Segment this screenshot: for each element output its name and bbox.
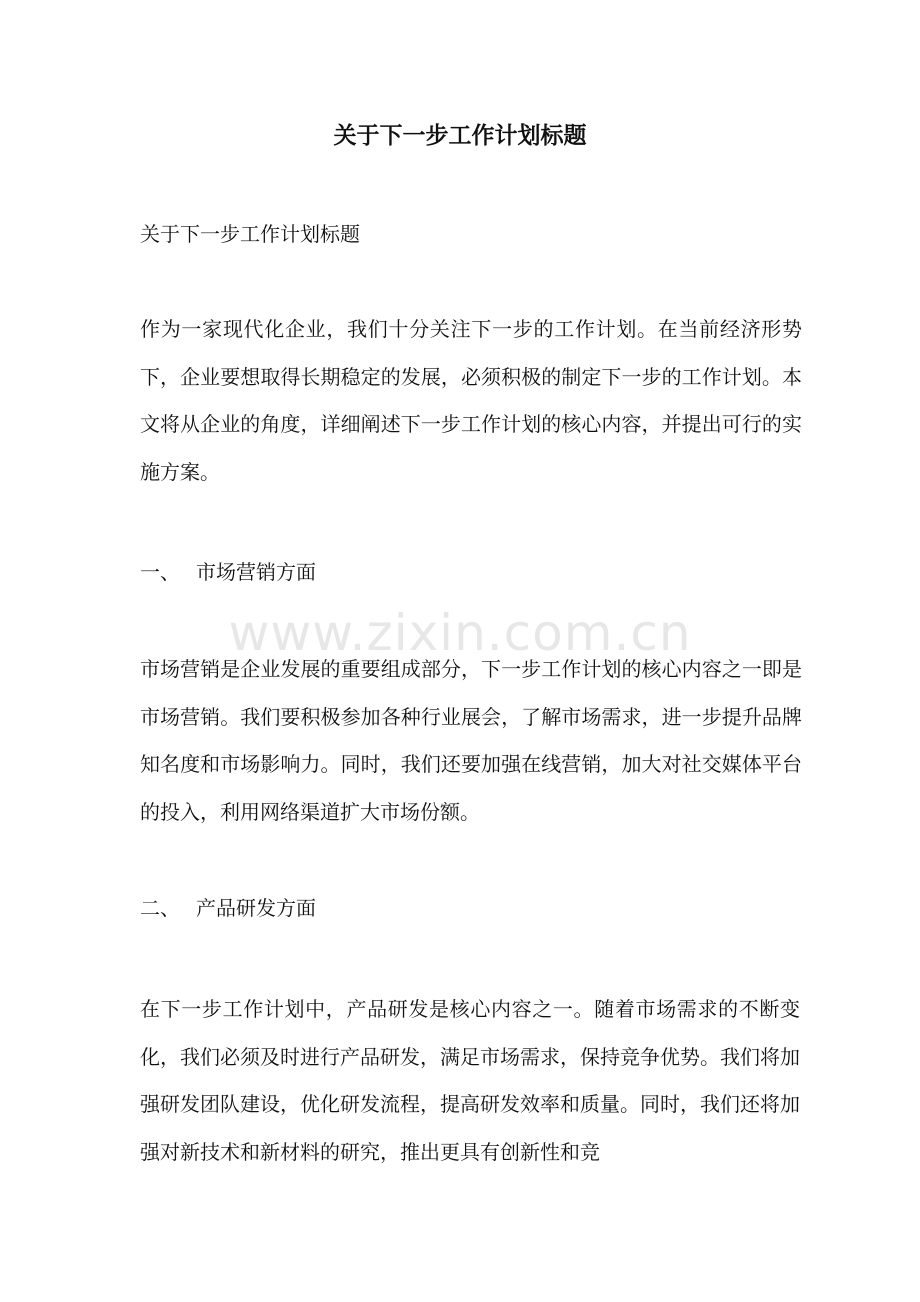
document-title: 关于下一步工作计划标题: [333, 122, 587, 149]
section-heading-text-1: 市场营销方面: [196, 560, 316, 584]
intro-paragraph: 作为一家现代化企业，我们十分关注下一步的工作计划。在当前经济形势下，企业要想取得长期稳定的发展，必须积极的制定下一步的工作计划。本文将从企业的角度，详细阐述下一步工作计划的核心内容，并提出可行的实施方案。: [140, 317, 802, 484]
section-number-2: 二、: [140, 896, 180, 920]
section-heading-2: [140, 890, 316, 926]
section-heading-1: [140, 554, 316, 590]
section-heading-text-2: 产品研发方面: [196, 896, 316, 920]
section-number-1: 一、: [140, 560, 180, 584]
document-subtitle: 关于下一步工作计划标题: [140, 222, 360, 246]
section-body-1: 市场营销是企业发展的重要组成部分，下一步工作计划的核心内容之一即是市场营销。我们要积极参加各种行业展会，了解市场需求，进一步提升品牌知名度和市场影响力。同时，我们还要加强在线营销，加大对社交媒体平台的投入，利用网络渠道扩大市场份额。: [140, 657, 802, 824]
section-body-2: 在下一步工作计划中，产品研发是核心内容之一。随着市场需求的不断变化，我们必须及时进行产品研发，满足市场需求，保持竞争优势。我们将加强研发团队建设，优化研发流程，提高研发效率和质量。同时，我们还将加强对新技术和新材料的研究，推出更具有创新性和竞: [140, 997, 800, 1164]
watermark: www.zixin.com.cn: [228, 604, 692, 662]
